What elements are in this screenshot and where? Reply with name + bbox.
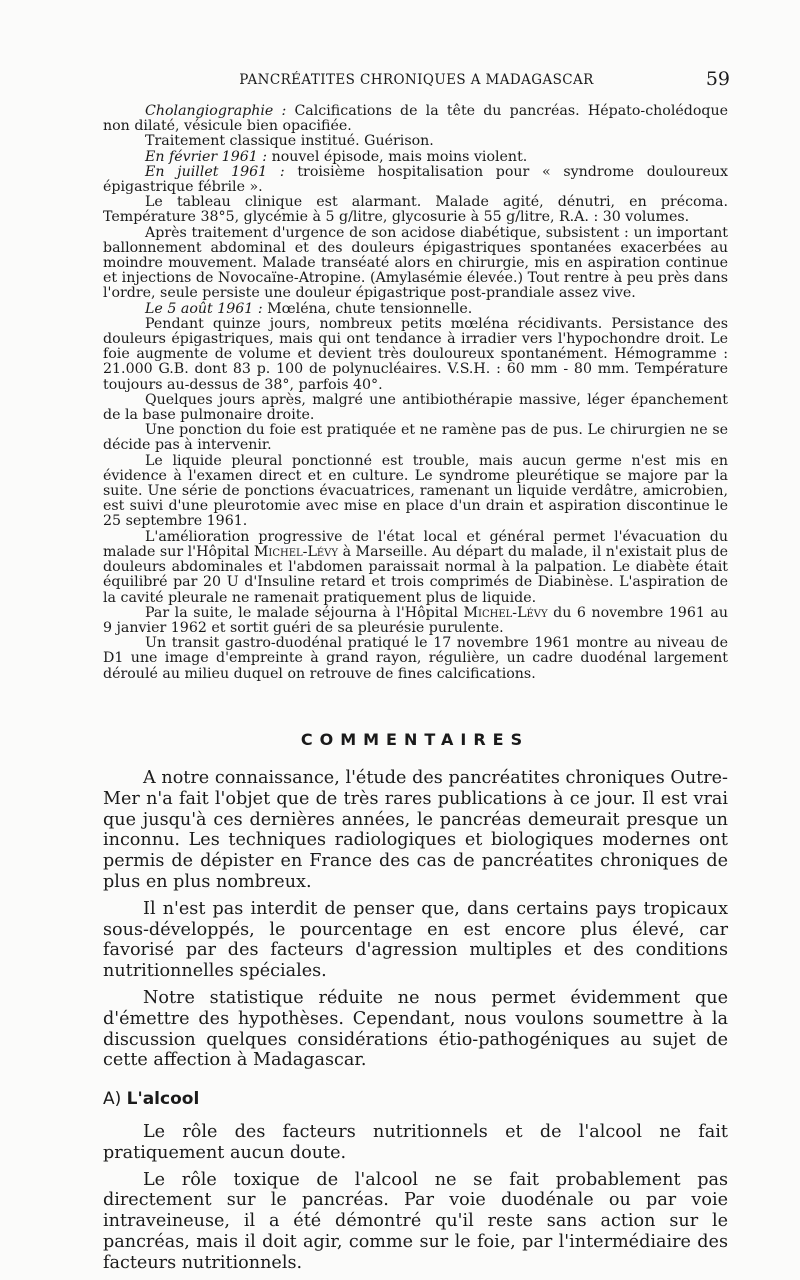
case-paragraph: [103, 302, 728, 317]
case-paragraph: [103, 150, 728, 165]
case-text: à Marseille. Au départ du malade, il n'existait plus de douleurs abdominales et l'abdomen paraissait normal à la palpation. Le diabète était équilibré par 20 U d'Insuline retard et trois comprimés de Diabinèse. L'aspiration de la cavité pleurale ne ramenait pratiquement plus de liquide.: [103, 543, 729, 606]
case-text: troisième hospitalisation pour « syndrome douloureux épigastrique fébrile ».: [103, 163, 729, 196]
case-text: Calcifications de la tête du pancréas. Hépato-cholédoque non dilaté, vésicule bien opacifiée.: [103, 103, 728, 135]
subsection-heading-alcool: [103, 1089, 728, 1110]
subsection-letter: A): [103, 1089, 122, 1110]
body-paragraph: Il n'est pas interdit de penser que, dans certains pays tropicaux sous-développés, le pourcentage en est encore plus élevé, car favorisé par des facteurs d'agression multiples et des conditions nutritionnelles spéciales.: [103, 898, 728, 982]
case-label: Le 5 août 1961 :: [145, 300, 263, 317]
case-text: nouvel épisode, mais moins violent.: [271, 148, 528, 165]
case-text: du 6 novembre 1961 au 9 janvier 1962 et sortit guéri de sa pleurésie purulente.: [103, 604, 728, 636]
case-paragraph: Pendant quinze jours, nombreux petits mœléna récidivants. Persistance des douleurs épigastriques, mais qui ont tendance à irradier vers l'hypochondre droit. Le foie augmente de volume et devient très douloureux spontanément. Hémogramme : 21.000 G.B. dont 83 p. 100 de polynucléaires. V.S.H. : 60 mm - 80 mm. Température toujours au-dessus de 38°, parfois 40°.: [103, 315, 728, 393]
subsection-title: L'alcool: [126, 1089, 200, 1110]
body-paragraph: A notre connaissance, l'étude des pancréatites chroniques Outre-Mer n'a fait l'objet que de très rares publications à ce jour. Il est vrai que jusqu'à ces dernières années, le pancréas demeurait presque un inconnu. Les techniques radiologiques et biologiques modernes ont permis de dépister en France des cas de pancréatites chroniques de plus en plus nombreux.: [103, 768, 728, 892]
hospital-name: Michel-Lévy: [463, 604, 548, 621]
case-paragraph: Quelques jours après, malgré une antibiothérapie massive, léger épanchement de la base pulmonaire droite.: [103, 391, 728, 424]
page-header: [103, 68, 730, 92]
section-heading-commentaires: COMMENTAIRES: [300, 730, 530, 749]
case-text: L'amélioration progressive de l'état local et général permet l'évacuation du malade sur l'Hôpital: [103, 528, 728, 560]
case-paragraph: Un transit gastro-duodénal pratiqué le 17 novembre 1961 montre au niveau de D1 une image d'empreinte à grand rayon, régulière, un cadre duodénal largement déroulé au milieu duquel on retrouve de fines calcifications.: [103, 635, 728, 682]
case-label: En juillet 1961 :: [145, 163, 285, 180]
case-paragraph: [103, 530, 728, 606]
body-paragraph: Notre statistique réduite ne nous permet évidemment que d'émettre des hypothèses. Cependant, nous voulons soumettre à la discussion quelques considérations étio-pathogéniques au sujet de cette affection à Madagascar.: [103, 987, 728, 1071]
case-label: Cholangiographie :: [145, 103, 287, 119]
case-paragraph: [103, 165, 728, 195]
case-paragraph: Le liquide pleural ponctionné est trouble, mais aucun germe n'est mis en évidence à l'examen direct et en culture. Le syndrome pleurétique se majore par la suite. Une série de ponctions évacuatrices, ramenant un liquide verdâtre, amicrobien, est suivi d'une pleurotomie avec mise en place d'un drain et aspiration discontinue le 25 septembre 1961.: [103, 452, 728, 530]
case-label: En février 1961 :: [145, 148, 268, 165]
hospital-name: Michel-Lévy: [253, 543, 339, 560]
case-report: [103, 104, 728, 682]
case-text: Mœléna, chute tensionnelle.: [267, 300, 473, 317]
case-paragraph: Une ponction du foie est pratiquée et ne ramène pas de pus. Le chirurgien ne se décide pas à intervenir.: [103, 422, 728, 454]
case-paragraph: [103, 104, 728, 134]
case-paragraph: Après traitement d'urgence de son acidose diabétique, subsistent : un important ballonnement abdominal et des douleurs épigastriques spontanées exacerbées au moindre mouvement. Malade transéaté alors en chirurgie, mis en aspiration continue et injections de Novocaïne-Atropine. (Amylasémie élevée.) Tout rentre à peu près dans l'ordre, seule persiste une douleur épigastrique post-prandiale assez vive.: [103, 224, 728, 302]
running-title: PANCRÉATITES CHRONIQUES A MADAGASCAR: [239, 72, 594, 88]
body-paragraph: Le rôle toxique de l'alcool ne se fait probablement pas directement sur le pancréas. Par voie duodénale ou par voie intraveineuse, il a été démontré qu'il reste sans action sur le pancréas, mais il doit agir, comme sur le foie, par l'intermédiaire des facteurs nutritionnels.: [103, 1169, 728, 1273]
case-paragraph: Traitement classique institué. Guérison.: [145, 133, 434, 150]
body-paragraph: Le rôle des facteurs nutritionnels et de l'alcool ne fait pratiquement aucun doute.: [103, 1121, 728, 1163]
page-number: 59: [705, 68, 730, 90]
case-paragraph: Le tableau clinique est alarmant. Malade agité, dénutri, en précoma. Température 38°5, glycémie à 5 g/litre, glycosurie à 55 g/litre, R.A. : 30 volumes.: [103, 194, 728, 226]
case-text: Par la suite, le malade séjourna à l'Hôpital: [145, 604, 458, 621]
commentaires-body: [103, 768, 728, 1280]
case-paragraph: [103, 606, 728, 636]
